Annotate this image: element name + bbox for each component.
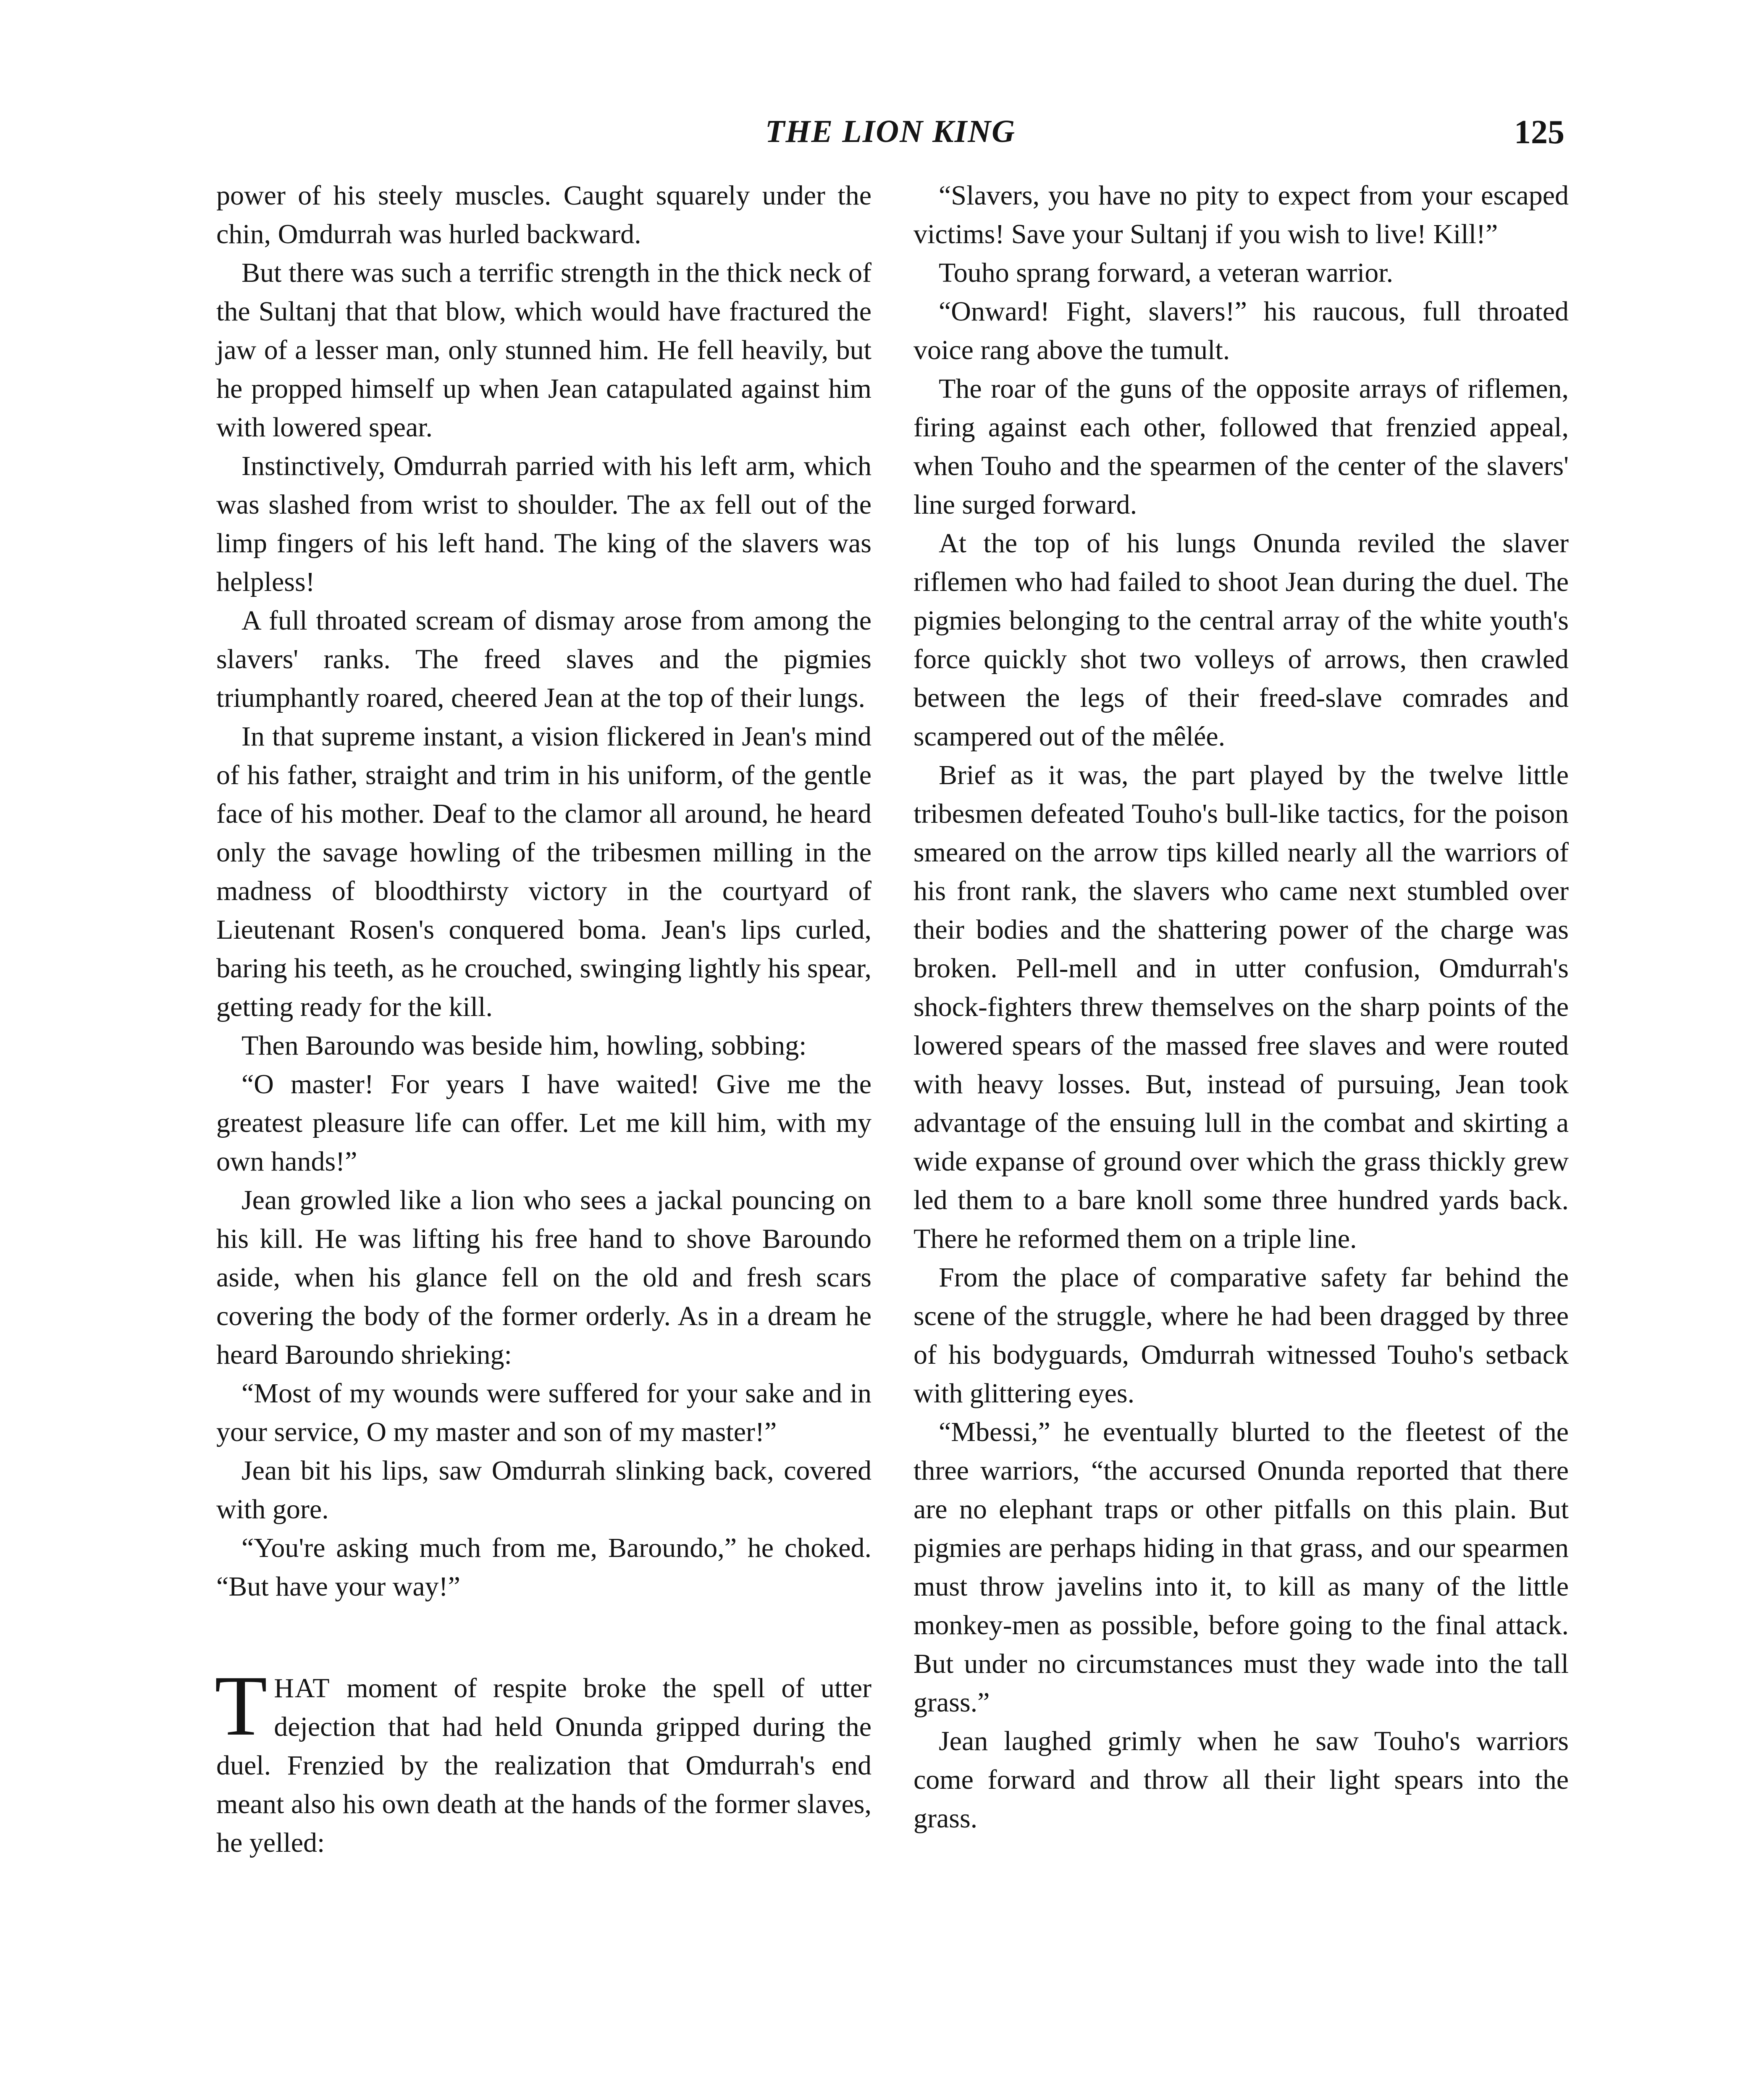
paragraph: From the place of comparative safety far behind the scene of the struggle, where he had been dragged by three of his bodyguards, Omdurrah witnessed Touho's setback with glittering eyes. xyxy=(914,1262,1569,1409)
left-column xyxy=(216,176,872,1862)
paragraph: “Mbessi,” he eventually blurted to the fleetest of the three warriors, “the accursed Onunda reported that there are no elephant traps or other pitfalls on this plain. But pigmies are perhaps hiding in that grass, and our spearmen must throw javelins into it, to kill as many of the little monkey-men as possible, before going to the final attack. But under no circumstances must they wade into the tall grass.” xyxy=(914,1417,1569,1718)
right-column xyxy=(914,176,1569,1838)
paragraph: At the top of his lungs Onunda reviled the slaver riflemen who had failed to shoot Jean during the duel. The pigmies belonging to the central array of the white youth's force quickly shot two volleys of arrows, then crawled between the legs of their freed-slave comrades and scampered out of the mêlée. xyxy=(914,528,1569,752)
paragraph: “Onward! Fight, slavers!” his raucous, full throated voice rang above the tumult. xyxy=(914,296,1569,365)
paragraph: But there was such a terrific strength in the thick neck of the Sultanj that that blow, which would have fractured the jaw of a lesser man, only stunned him. He fell heavily, but he propped himself up when Jean catapulated against him with lowered spear. xyxy=(216,257,872,443)
running-title: THE LION KING xyxy=(765,114,1016,149)
section-opening-paragraph xyxy=(215,1658,872,1862)
drop-cap: T xyxy=(215,1658,268,1754)
paragraph: In that supreme instant, a vision flickered in Jean's mind of his father, straight and trim in his uniform, of the gentle face of his mother. Deaf to the clamor all around, he heard only the savage howling of the tribesmen milling in the madness of bloodthirsty victory in the courtyard of Lieutenant Rosen's conquered boma. Jean's lips curled, baring his teeth, as he crouched, swinging lightly his spear, getting ready for the kill. xyxy=(216,721,872,1022)
paragraph: The roar of the guns of the opposite arrays of riflemen, firing against each other, followed that frenzied appeal, when Touho and the spearmen of the center of the slavers' line surged forward. xyxy=(914,373,1569,520)
page-header xyxy=(216,113,1564,164)
paragraph: Then Baroundo was beside him, howling, sobbing: xyxy=(242,1030,807,1061)
paragraph: Jean laughed grimly when he saw Touho's warriors come forward and throw all their light spears into the grass. xyxy=(914,1726,1569,1834)
section-text: moment of respite broke the spell of utter dejection that had held Onunda gripped during the duel. Frenzied by the realization that Omdurrah's end meant also his own death at the hands of the former slaves, he yelled: xyxy=(216,1673,872,1858)
small-caps-lead: HAT xyxy=(274,1673,331,1704)
paragraph: Jean growled like a lion who sees a jackal pouncing on his kill. He was lifting his free hand to shove Baroundo aside, when his glance fell on the old and fresh scars covering the body of the former orderly. As in a dream he heard Baroundo shrieking: xyxy=(216,1185,872,1370)
paragraph: Jean bit his lips, saw Omdurrah slinking back, covered with gore. xyxy=(216,1455,872,1525)
paragraph: Instinctively, Omdurrah parried with his left arm, which was slashed from wrist to shoulder. The ax fell out of the limp fingers of his left hand. The king of the slavers was helpless! xyxy=(216,451,872,597)
paragraph: “Most of my wounds were suffered for your sake and in your service, O my master and son of my master!” xyxy=(216,1378,872,1447)
paragraph: Touho sprang forward, a veteran warrior. xyxy=(939,257,1394,288)
paragraph: Brief as it was, the part played by the twelve little tribesmen defeated Touho's bull-like tactics, for the poison smeared on the arrow tips killed nearly all the warriors of his front rank, the slavers who came next stumbled over their bodies and the shattering power of the charge was broken. Pell-mell and in utter confusion, Omdurrah's shock-fighters threw themselves on the sharp points of the lowered spears of the massed free slaves and were routed with heavy losses. But, instead of pursuing, Jean took advantage of the ensuing lull in the combat and skirting a wide expanse of ground over which the grass thickly grew led them to a bare knoll some three hundred yards back. There he reformed them on a triple line. xyxy=(914,760,1569,1254)
paragraph: power of his steely muscles. Caught squarely under the chin, Omdurrah was hurled backward. xyxy=(216,180,872,249)
paragraph: “You're asking much from me, Baroundo,” he choked. “But have your way!” xyxy=(216,1533,872,1602)
paragraph: “O master! For years I have waited! Give me the greatest pleasure life can offer. Let me kill him, with my own hands!” xyxy=(216,1069,872,1177)
paragraph: A full throated scream of dismay arose from among the slavers' ranks. The freed slaves and the pigmies triumphantly roared, cheered Jean at the top of their lungs. xyxy=(216,605,872,713)
page-number: 125 xyxy=(1514,114,1564,151)
paragraph: “Slavers, you have no pity to expect from your escaped victims! Save your Sultanj if you wish to live! Kill!” xyxy=(914,180,1569,249)
